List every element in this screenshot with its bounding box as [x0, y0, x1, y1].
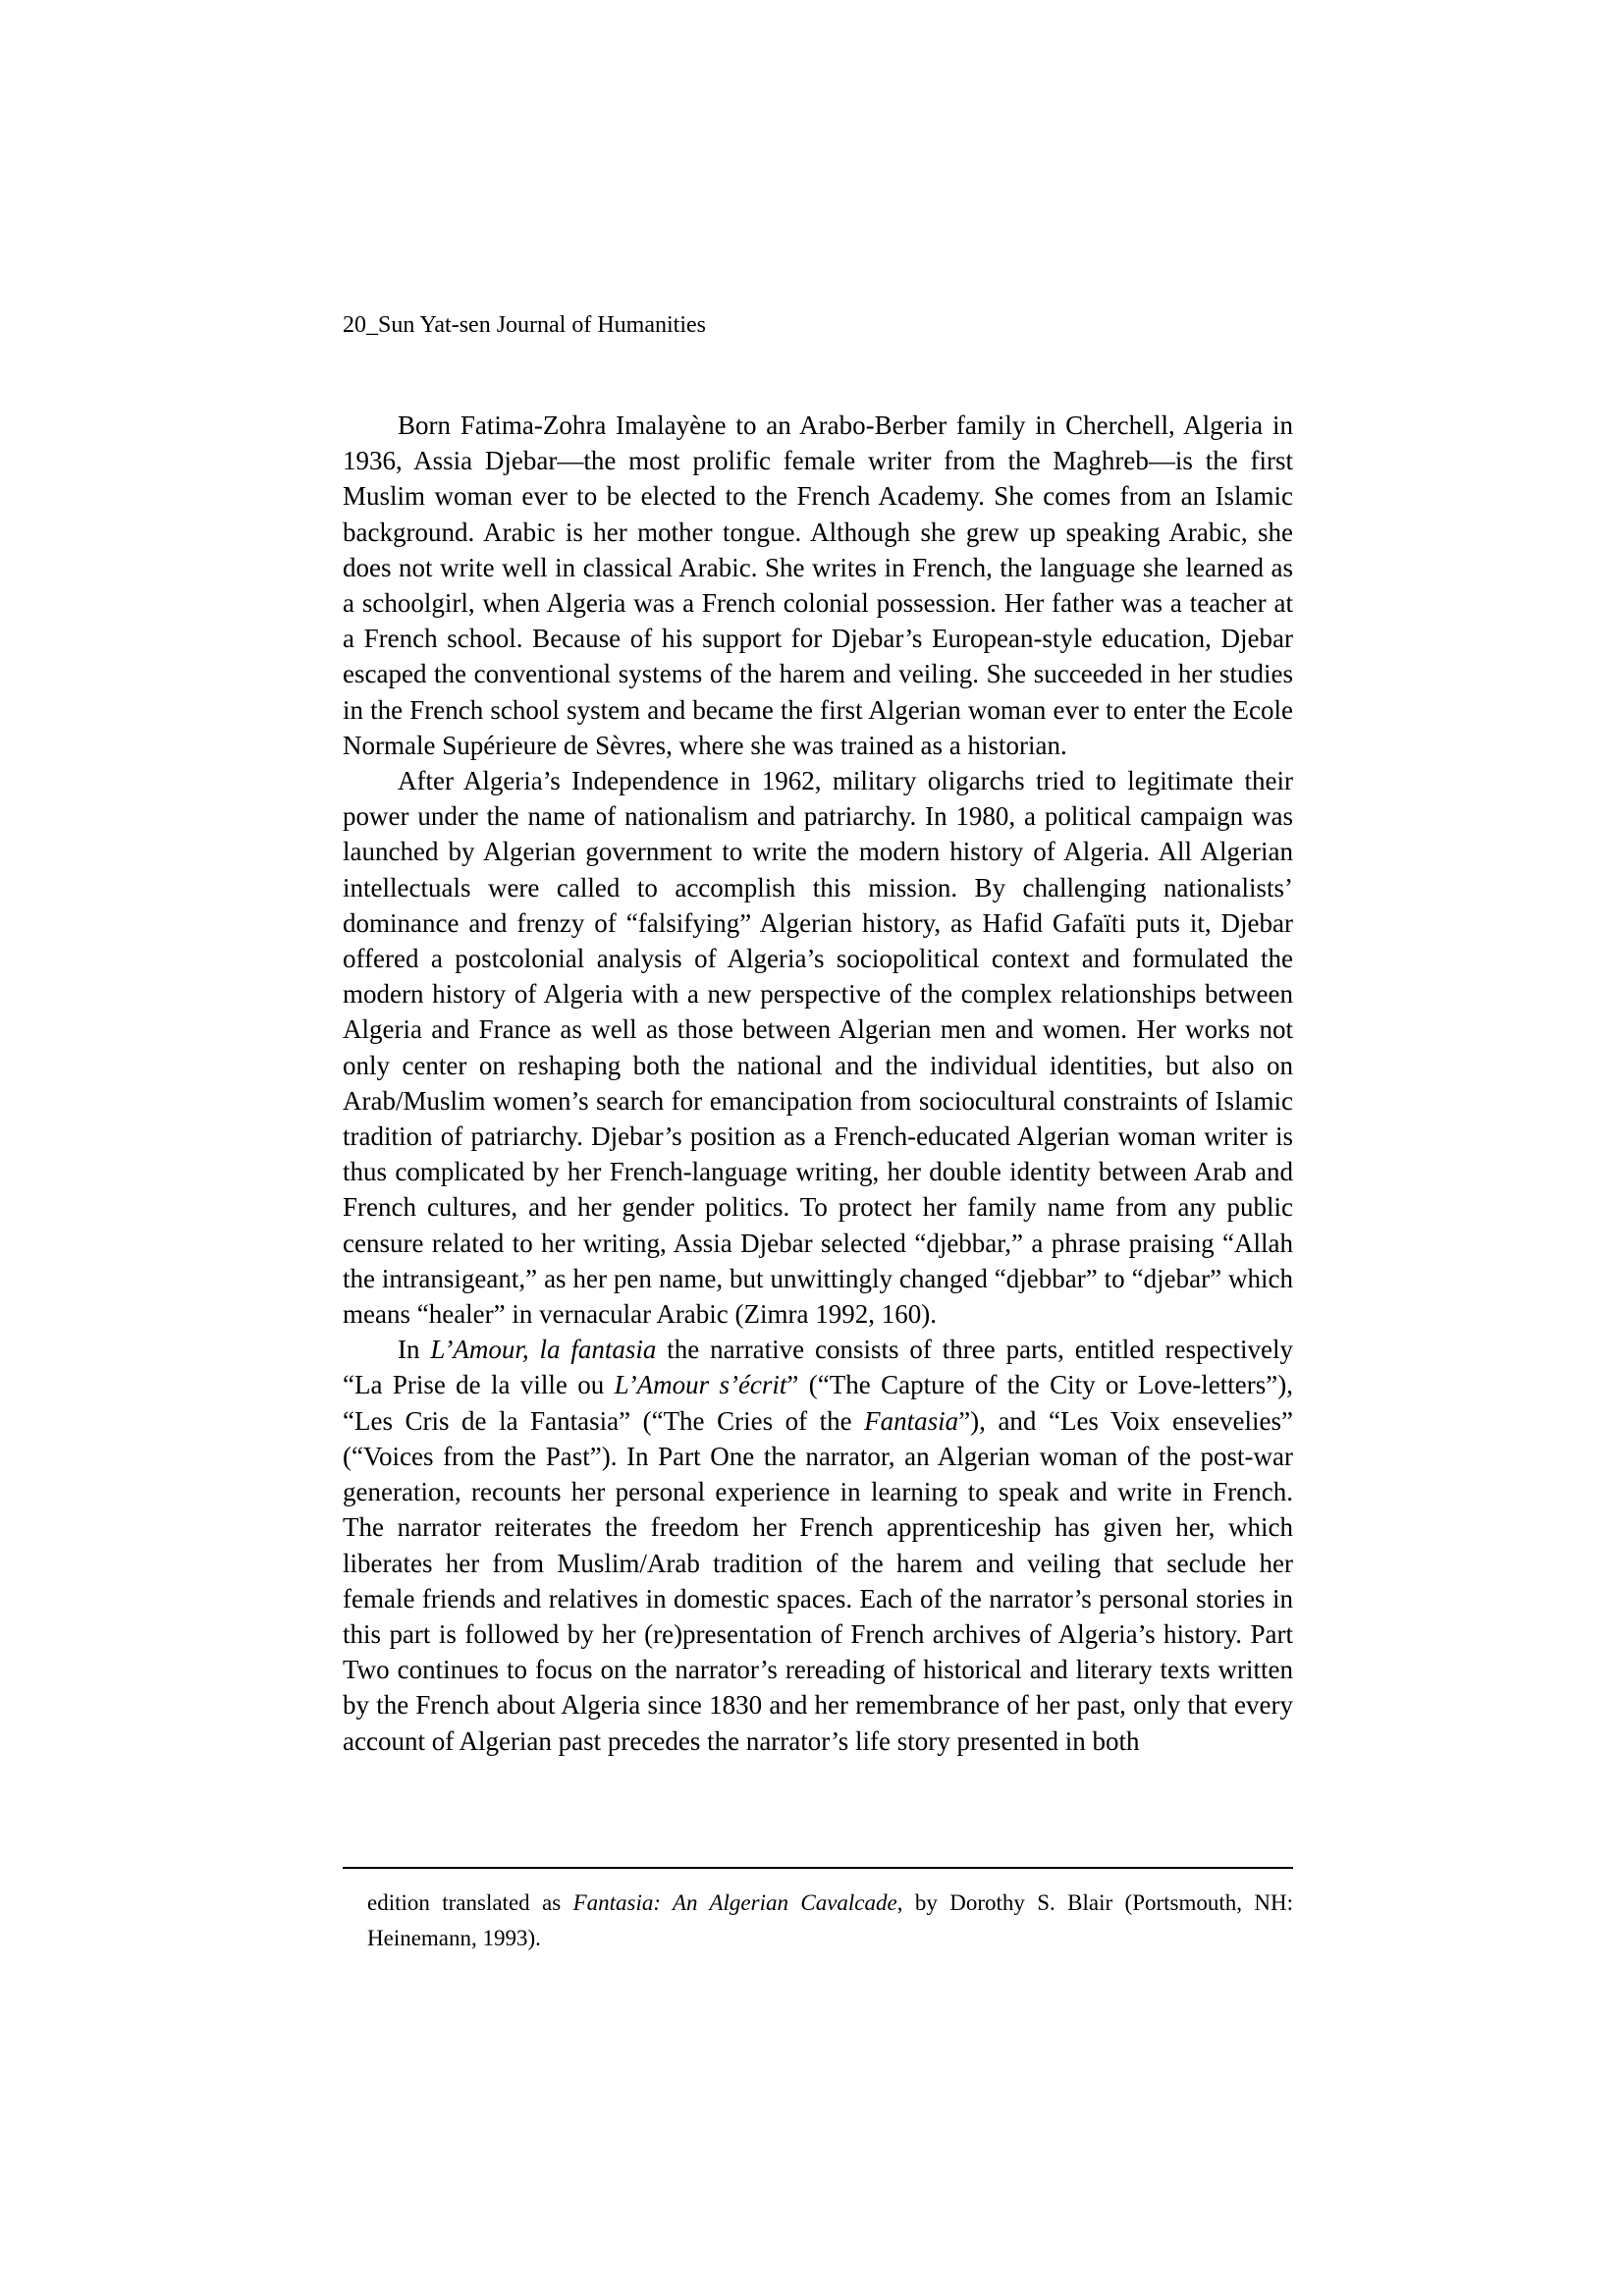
term-fantasia: Fantasia [864, 1405, 959, 1436]
running-head: 20_Sun Yat-sen Journal of Humanities [343, 312, 706, 338]
paragraph-3-text-2: the narrative consists of three parts, entitled respectively “La Prise de la ville ou [343, 1335, 1293, 1400]
paragraph-2 [343, 763, 1293, 1332]
footnote [367, 1886, 1293, 1956]
paragraph-2-text: After Algeria’s Independence in 1962, military oligarchs tried to legitimate their power under the name of nationalism and patriarchy. In 1980, a political campaign was launched by Algerian government to write the modern history of Algeria. All Algerian intellectuals were called to accomplish this mission. By challenging nationalists’ dominance and frenzy of “falsifying” Algerian history, as Hafid Gafaïti puts it, Djebar offered a postcolonial analysis of Algeria’s sociopolitical context and formulated the modern history of Algeria with a new perspective of the complex relationships between Algeria and France as well as those between Algerian men and women. Her works not only center on reshaping both the national and the individual identities, but also on Arab/Muslim women’s search for emancipation from sociocultural constraints of Islamic tradition of patriarchy. Djebar’s position as a French-educated Algerian woman writer is thus complicated by her French-language writing, her double identity between Arab and French cultures, and her gender politics. To protect her family name from any public censure related to her writing, Assia Djebar selected “djebbar,” a phrase praising “Allah the intransigeant,” as her pen name, but unwittingly changed “djebbar” to “djebar” which means “healer” in vernacular Arabic (Zimra 1992, 160). [343, 766, 1293, 1330]
footnote-book-title: Fantasia: An Algerian Cavalcade [572, 1890, 897, 1915]
part-title-lamour-secrit: L’Amour s’écrit [614, 1370, 787, 1400]
book-title-lamour-la-fantasia: L’Amour, la fantasia [430, 1335, 657, 1365]
footnote-text-2: , by Dorothy S. Blair (Portsmouth, NH: Heinemann, 1993). [367, 1890, 1293, 1950]
paragraph-3-text-4: ”), and “Les Voix ensevelies” (“Voices from the Past”). In Part One the narrator, an Algerian woman of the post-war generation, recounts her personal experience in learning to speak and write in French. The narrator reiterates the freedom her French apprenticeship has given her, which liberates her from Muslim/Arab tradition of the harem and veiling that seclude her female friends and relatives in domestic spaces. Each of the narrator’s personal stories in this part is followed by her (re)presentation of French archives of Algeria’s history. Part Two continues to focus on the narrator’s rereading of historical and literary texts written by the French about Algeria since 1830 and her remembrance of her past, only that every account of Algerian past precedes the narrator’s life story presented in both [343, 1405, 1293, 1756]
paragraph-3-text-3: ” (“The Capture of the City or Love-letters”), “Les Cris de la Fantasia” (“The Cries of the [343, 1370, 1293, 1436]
footnote-text [367, 1886, 1293, 1956]
body-text [343, 408, 1293, 1759]
paragraph-1 [343, 408, 1293, 763]
paragraph-3-text-1: In [398, 1335, 431, 1365]
footnote-separator [343, 1867, 1293, 1869]
paragraph-1-text: Born Fatima-Zohra Imalayène to an Arabo-Berber family in Cherchell, Algeria in 1936, Assia Djebar—the most prolific female writer from the Maghreb—is the first Muslim woman ever to be elected to the French Academy. She comes from an Islamic background. Arabic is her mother tongue. Although she grew up speaking Arabic, she does not write well in classical Arabic. She writes in French, the language she learned as a schoolgirl, when Algeria was a French colonial possession. Her father was a teacher at a French school. Because of his support for Djebar’s European-style education, Djebar escaped the conventional systems of the harem and veiling. She succeeded in her studies in the French school system and became the first Algerian woman ever to enter the Ecole Normale Supérieure de Sèvres, where she was trained as a historian. [343, 410, 1293, 760]
footnote-text-1: edition translated as [367, 1890, 573, 1915]
paragraph-3 [343, 1332, 1293, 1758]
